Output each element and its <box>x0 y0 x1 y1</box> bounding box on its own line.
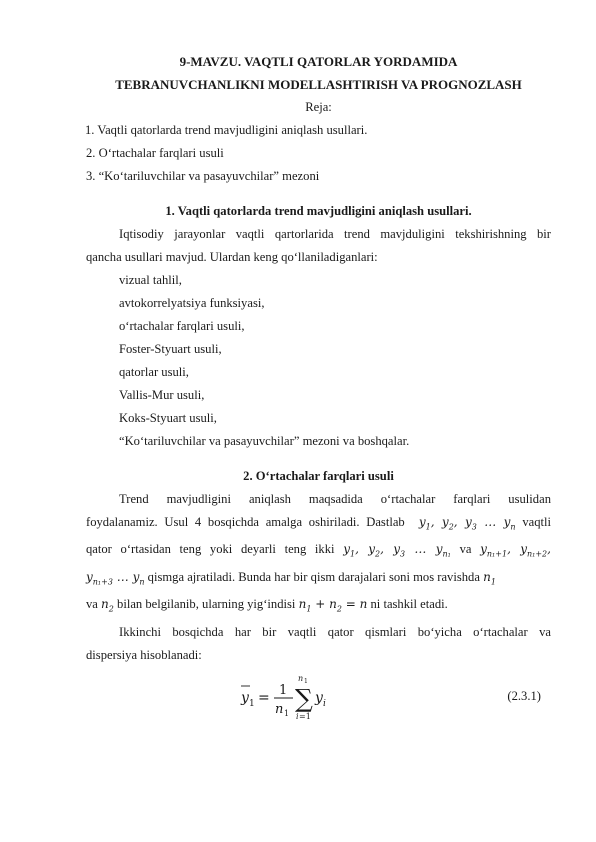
method-item-7: Koks-Styuart usuli, <box>119 411 217 425</box>
title-line-1: 9-MAVZU. VAQTLI QATORLAR YORDAMIDA <box>179 54 458 69</box>
section2-p2-line-1: Ikkinchi bosqichda har bir vaqtli qator qismlari bo‘yicha o‘rtachalar va <box>119 624 551 639</box>
svg-text:i: i <box>323 698 326 709</box>
svg-text:=: = <box>258 689 270 706</box>
svg-text:y: y <box>241 689 249 706</box>
section2-p1-line-3-va: va <box>459 542 472 557</box>
formula-row <box>86 669 551 725</box>
plan-heading: Reja: <box>305 100 332 114</box>
section1-paragraph-line-1: Iqtisodiy jarayonlar vaqtli qartorlarida trend mavjduligini tekshirishning bir <box>119 227 551 241</box>
svg-text:1: 1 <box>304 677 308 685</box>
svg-text:n: n <box>275 701 284 717</box>
math-y-sequence: $y_1$, $y_2$, $y_3$ … $y_n$ <box>411 515 516 532</box>
svg-text:1: 1 <box>279 682 288 698</box>
section2-p1-line-3-text: qator o‘rtasidan teng yoki deyarli teng ikki <box>86 542 335 557</box>
section2-p1-line-5-tail: ni tashkil etadi. <box>370 597 448 612</box>
method-item-6: Vallis-Mur usuli, <box>119 388 205 402</box>
math-second-part-end: $y_{n_1+3}$ … $y_n$ <box>86 569 145 587</box>
math-first-part: $y_1$, $y_2$, $y_3$ … $y_{n_1}$ <box>343 542 451 559</box>
section2-heading: 2. O‘rtachalar farqlari usuli <box>243 469 394 483</box>
plan-item-1: 1. Vaqtli qatorlarda trend mavjudligini aniqlash usullari. <box>85 123 368 137</box>
plan-item-2: 2. O‘rtachalar farqlari usuli <box>86 146 224 160</box>
method-item-1: vizual tahlil, <box>119 273 182 287</box>
method-item-3: o‘rtachalar farqlari usuli, <box>119 319 245 333</box>
section2-p1-line-2-tail: vaqtli <box>522 515 551 529</box>
svg-text:y: y <box>315 689 323 706</box>
method-item-4: Foster-Styuart usuli, <box>119 342 222 356</box>
section2-p1-line-5-mid: bilan belgilanib, ularning yig‘indisi <box>117 597 296 612</box>
math-sum-n: $n_1 + n_2 = n$ <box>298 597 368 614</box>
section2-p1-line-1: Trend mavjudligini aniqlash maqsadida o‘rtachalar farqlari usulidan <box>119 492 551 506</box>
method-item-5: qatorlar usuli, <box>119 365 189 379</box>
section2-p2-line-2: dispersiya hisoblanadi: <box>86 647 202 662</box>
section2-p1-line-5 <box>86 593 551 620</box>
svg-text:1: 1 <box>284 708 290 718</box>
method-item-2: avtokorrelyatsiya funksiyasi, <box>119 296 265 310</box>
section2-p1-line-4 <box>86 566 551 593</box>
section2-p1-line-5-va: va <box>86 597 98 612</box>
mean-formula <box>238 669 348 725</box>
svg-text:∑: ∑ <box>295 683 313 713</box>
math-n1: $n_1$ <box>483 569 496 587</box>
svg-text:1: 1 <box>249 698 255 709</box>
section1-paragraph-line-2: qancha usullari mavjud. Ulardan keng qo‘llaniladiganlari: <box>86 250 378 264</box>
section2-p1-line-2 <box>86 511 551 538</box>
document-page <box>86 50 551 725</box>
equation-number: (2.3.1) <box>507 688 541 703</box>
section2-p1-line-2-text: foydalanamiz. Usul 4 bosqichda amalga oshiriladi. Dastlab <box>86 515 405 529</box>
section2-p1-line-3 <box>86 538 551 565</box>
title-line-2: TEBRANUVCHANLIKNI MODELLASHTIRISH VA PROGNOZLASH <box>115 77 522 92</box>
svg-text:=1: =1 <box>299 711 311 721</box>
svg-text:i: i <box>296 711 299 721</box>
plan-item-3: 3. “Ko‘tariluvchilar va pasayuvchilar” mezoni <box>86 169 320 183</box>
section2-p1-line-4-text: qismga ajratiladi. Bunda har bir qism darajalari soni mos ravishda <box>147 569 480 584</box>
method-item-8: “Ko‘tariluvchilar va pasayuvchilar” mezoni va boshqalar. <box>119 434 410 448</box>
svg-text:n: n <box>298 673 304 683</box>
math-n2: $n_2$ <box>101 597 114 614</box>
math-second-part-start: $y_{n_1+1}$, $y_{n_1+2}$, <box>480 542 551 559</box>
section1-heading: 1. Vaqtli qatorlarda trend mavjudligini aniqlash usullari. <box>165 204 472 218</box>
